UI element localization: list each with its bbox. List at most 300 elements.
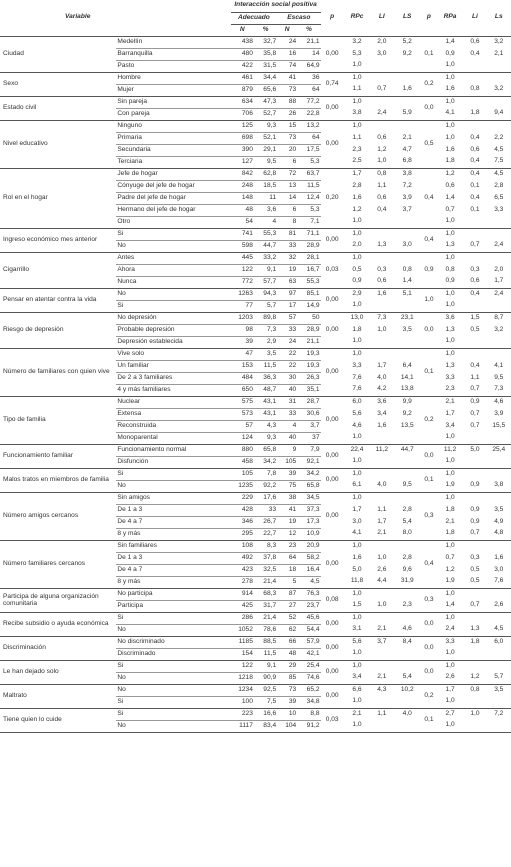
variable-label: Estado civil xyxy=(0,96,116,120)
rpa-value: 1,6 xyxy=(445,145,455,153)
table-row xyxy=(0,636,511,648)
ls2-value xyxy=(487,456,511,468)
p-value: 0,00 xyxy=(321,684,344,708)
li2-value: 0,4 xyxy=(470,169,480,177)
ls2-value: 7,5 xyxy=(487,156,511,168)
ls-value xyxy=(393,60,421,72)
pct-adecuado: 29,1 xyxy=(254,144,277,156)
p-value: 0,00 xyxy=(321,636,344,660)
rpc-value: 3,1 xyxy=(344,624,370,636)
pct-escaso: 4,5 xyxy=(297,576,320,588)
ls-value: 9,5 xyxy=(393,480,421,492)
rpc-value: 1,0 xyxy=(352,97,362,105)
ls-value: 6,4 xyxy=(402,361,412,369)
ls2-value xyxy=(487,216,511,228)
ls2-value xyxy=(487,60,511,72)
rpa-value: 1,0 xyxy=(445,289,455,297)
p2-value: 0,1 xyxy=(421,708,437,732)
rpc-value: 2,5 xyxy=(344,156,370,168)
rpc-value: 3,0 xyxy=(352,517,362,525)
ls2-value: 1,6 xyxy=(494,553,504,561)
li-value xyxy=(370,648,393,660)
n-adecuado: 1185 xyxy=(238,637,253,645)
ls2-value: 3,0 xyxy=(494,565,504,573)
n-escaso: 88 xyxy=(288,97,297,105)
p-value: 0,03 xyxy=(321,252,344,288)
ls2-value: 7,6 xyxy=(487,576,511,588)
rpc-value: 3,3 xyxy=(352,361,362,369)
rpa-value: 1,7 xyxy=(445,685,455,693)
p2-value: 0,9 xyxy=(421,252,437,288)
li2-value: 0,7 xyxy=(463,384,486,396)
pct-escaso: 58,2 xyxy=(297,552,320,564)
pct-escaso: 50 xyxy=(312,313,320,321)
ls2-value: 2,1 xyxy=(494,49,504,57)
n-adecuado: 390 xyxy=(231,144,254,156)
p2-value: 0,0 xyxy=(421,636,437,660)
rpc-value: 1,0 xyxy=(352,541,362,549)
ls-value: 4,0 xyxy=(402,709,412,717)
category-label: Barranquilla xyxy=(116,48,230,60)
rpa-value: 1,0 xyxy=(437,300,463,312)
li-value: 0,8 xyxy=(377,169,387,177)
rpa-value: 3,3 xyxy=(445,373,455,381)
li2-value: 5,0 xyxy=(470,445,480,453)
n-adecuado: 77 xyxy=(231,300,254,312)
li-value: 1,0 xyxy=(377,325,387,333)
rpa-value: 2,7 xyxy=(445,709,455,717)
n-adecuado: 425 xyxy=(231,600,254,612)
li2-value xyxy=(463,660,486,672)
category-label: 8 y más xyxy=(116,576,230,588)
rpc-value: 1,0 xyxy=(352,613,362,621)
rpa-value: 0,9 xyxy=(437,276,463,288)
p2-value: 0,4 xyxy=(421,168,437,228)
rpc-value: 1,0 xyxy=(352,121,362,129)
li-value: 1,1 xyxy=(377,709,387,717)
pct-escaso: 28,1 xyxy=(306,253,320,261)
rpc-value: 1,0 xyxy=(344,60,370,72)
n-escaso: 26 xyxy=(277,108,297,120)
li-value: 2,6 xyxy=(377,565,387,573)
rpc-value: 0,9 xyxy=(344,276,370,288)
p2-value: 0,2 xyxy=(421,684,437,708)
rpa-value: 1,3 xyxy=(445,361,455,369)
n-adecuado: 1235 xyxy=(231,480,254,492)
li2-value xyxy=(463,228,486,240)
ls2-value xyxy=(487,612,511,624)
category-label: Discriminado xyxy=(116,648,230,660)
n-escaso: 41 xyxy=(277,504,297,516)
table-row xyxy=(0,36,511,48)
li2-value: 0,6 xyxy=(470,37,480,45)
category-label: De 4 a 7 xyxy=(116,564,230,576)
rpa-value: 1,0 xyxy=(445,349,455,357)
category-label: Si xyxy=(116,696,230,708)
rpc-value: 1,0 xyxy=(344,648,370,660)
n-adecuado: 98 xyxy=(231,324,254,336)
li-value: 0,7 xyxy=(370,84,393,96)
li-value xyxy=(370,300,393,312)
li2-value xyxy=(463,540,486,552)
n-adecuado: 124 xyxy=(231,432,254,444)
rpa-value: 1,0 xyxy=(445,493,455,501)
li2-value xyxy=(463,468,486,480)
li2-value: 1,8 xyxy=(463,108,486,120)
n-escaso: 15 xyxy=(288,121,297,129)
category-label: Otro xyxy=(116,216,230,228)
n-escaso: 5 xyxy=(277,576,297,588)
pct-adecuado: 90,9 xyxy=(254,672,277,684)
li2-value: 0,9 xyxy=(470,397,480,405)
rpc-value: 5,3 xyxy=(352,49,362,57)
li2-value xyxy=(463,252,486,264)
li-value xyxy=(370,336,393,348)
n-adecuado: 1218 xyxy=(231,672,254,684)
li-value: 1,6 xyxy=(377,289,387,297)
pct-escaso: 64 xyxy=(297,132,320,144)
li2-value xyxy=(463,432,486,444)
li2-value: 0,4 xyxy=(470,133,480,141)
ls2-value: 8,7 xyxy=(494,313,504,321)
ls2-value: 3,5 xyxy=(494,685,504,693)
category-label: Si xyxy=(117,661,124,669)
rpa-value: 1,0 xyxy=(445,133,455,141)
rpc-value: 1,0 xyxy=(352,493,362,501)
li2-value: 1,1 xyxy=(470,373,480,381)
ls-value: 2,8 xyxy=(402,553,412,561)
pct-adecuado: 3,5 xyxy=(266,349,277,357)
pct-escaso: 36 xyxy=(312,73,320,81)
category-label: No xyxy=(117,289,126,297)
ls-value: 9,2 xyxy=(402,409,412,417)
category-label: Primaria xyxy=(116,132,230,144)
ls2-value: 4,6 xyxy=(494,397,504,405)
pct-escaso: 85,1 xyxy=(306,289,320,297)
p2-value: 0,2 xyxy=(421,396,437,444)
n-adecuado: 438 xyxy=(241,37,253,45)
li-value: 4,0 xyxy=(377,373,387,381)
rpc-value: 0,5 xyxy=(352,265,362,273)
pct-adecuado: 32,7 xyxy=(263,37,277,45)
n-adecuado: 1263 xyxy=(238,289,253,297)
rpc-value: 1,0 xyxy=(352,349,362,357)
n-adecuado: 229 xyxy=(241,493,253,501)
li2-value: 1,3 xyxy=(463,624,486,636)
p2-value: 1,0 xyxy=(421,288,437,312)
ls-value: 2,1 xyxy=(402,133,412,141)
pct-adecuado: 34,4 xyxy=(263,73,277,81)
ls-value xyxy=(393,720,421,732)
pct-escaso: 12,4 xyxy=(297,192,320,204)
rpc-value: 1,0 xyxy=(352,73,362,81)
li2-value: 0,4 xyxy=(463,156,486,168)
pct-escaso: 37,3 xyxy=(297,504,320,516)
header-pct-adecuado: % xyxy=(254,24,277,36)
pct-adecuado: 21,4 xyxy=(254,576,277,588)
rpc-value: 6,1 xyxy=(344,480,370,492)
n-escaso: 19 xyxy=(277,264,297,276)
pct-adecuado: 92,2 xyxy=(254,480,277,492)
header-pct-escaso: % xyxy=(297,24,320,36)
li-value: 0,3 xyxy=(377,265,387,273)
ls-value: 9,6 xyxy=(402,565,412,573)
n-escaso: 39 xyxy=(277,696,297,708)
pct-adecuado: 32,5 xyxy=(254,564,277,576)
pct-adecuado: 3,6 xyxy=(254,204,277,216)
rpa-value: 1,0 xyxy=(445,541,455,549)
pct-escaso: 91,2 xyxy=(297,720,320,732)
category-label: De 1 a 3 xyxy=(116,504,230,516)
rpa-value: 1,0 xyxy=(445,613,455,621)
pct-adecuado: 48,7 xyxy=(254,384,277,396)
li-value xyxy=(370,468,393,480)
pct-adecuado: 9,5 xyxy=(254,156,277,168)
pct-escaso: 17,3 xyxy=(297,516,320,528)
rpa-value: 0,6 xyxy=(445,181,455,189)
category-label: No xyxy=(117,685,126,693)
table-row xyxy=(0,312,511,324)
rpa-value: 3,3 xyxy=(445,637,455,645)
pct-escaso: 19,3 xyxy=(306,349,320,357)
li2-value xyxy=(463,648,486,660)
li-value xyxy=(370,612,393,624)
li-value: 3,4 xyxy=(377,409,387,417)
variable-label: Número familiares cercanos xyxy=(0,540,116,588)
li-value: 1,1 xyxy=(377,181,387,189)
n-adecuado: 153 xyxy=(231,360,254,372)
p-value: 0,00 xyxy=(321,612,344,636)
ls2-value: 7,3 xyxy=(487,384,511,396)
rpc-value: 5,6 xyxy=(352,409,362,417)
n-adecuado: 842 xyxy=(241,169,253,177)
pct-adecuado: 35,8 xyxy=(254,48,277,60)
ls2-value: 2,4 xyxy=(487,240,511,252)
rpa-value: 1,7 xyxy=(445,409,455,417)
rpa-value: 1,0 xyxy=(437,720,463,732)
ls-value: 5,2 xyxy=(402,37,412,45)
pct-adecuado: 88,5 xyxy=(263,637,277,645)
n-escaso: 4 xyxy=(277,420,297,432)
ls2-value xyxy=(487,120,511,132)
n-adecuado: 423 xyxy=(231,564,254,576)
li2-value: 0,4 xyxy=(470,49,480,57)
n-escaso: 33 xyxy=(277,324,297,336)
rpa-value: 1,0 xyxy=(445,661,455,669)
li-value xyxy=(370,252,393,264)
li-value: 2,0 xyxy=(377,37,387,45)
ls-value: 3,9 xyxy=(402,193,412,201)
ls-value xyxy=(393,540,421,552)
category-label: Depresión establecida xyxy=(116,336,230,348)
n-adecuado: 57 xyxy=(231,420,254,432)
ls-value: 14,1 xyxy=(400,373,414,381)
li-value xyxy=(370,216,393,228)
pct-adecuado: 7,8 xyxy=(266,469,277,477)
rpa-value: 1,0 xyxy=(445,73,455,81)
pct-escaso: 5,3 xyxy=(297,156,320,168)
header-ls2: Ls xyxy=(487,0,511,36)
n-adecuado: 47 xyxy=(245,349,253,357)
pct-adecuado: 18,5 xyxy=(254,180,277,192)
n-adecuado: 573 xyxy=(231,408,254,420)
li-value: 3,0 xyxy=(377,49,387,57)
pct-escaso: 10,9 xyxy=(297,528,320,540)
n-adecuado: 125 xyxy=(241,121,253,129)
ls2-value: 4,8 xyxy=(487,528,511,540)
category-label: Nunca xyxy=(116,276,230,288)
n-escaso: 27 xyxy=(277,600,297,612)
pct-escaso: 64,9 xyxy=(297,60,320,72)
n-escaso: 62 xyxy=(277,624,297,636)
pct-escaso: 63,7 xyxy=(306,169,320,177)
rpc-value: 1,6 xyxy=(352,553,362,561)
p2-value: 0,0 xyxy=(421,660,437,684)
category-label: Ninguno xyxy=(117,121,142,129)
pct-adecuado: 68,3 xyxy=(263,589,277,597)
pct-adecuado: 94,3 xyxy=(263,289,277,297)
rpa-value: 2,3 xyxy=(437,384,463,396)
variable-label: Recibe subsidio o ayuda económica xyxy=(0,612,116,636)
pct-escaso: 8,8 xyxy=(310,709,320,717)
n-adecuado: 575 xyxy=(241,397,253,405)
ls2-value: 1,7 xyxy=(487,276,511,288)
table-row xyxy=(0,120,511,132)
rpc-value: 1,8 xyxy=(352,325,362,333)
n-adecuado: 48 xyxy=(231,204,254,216)
li-value xyxy=(370,120,393,132)
rpc-value: 1,0 xyxy=(344,696,370,708)
ls2-value xyxy=(487,300,511,312)
rpc-value: 2,9 xyxy=(352,289,362,297)
category-label: Vive solo xyxy=(117,349,144,357)
variable-label: Malos tratos en miembros de familia xyxy=(0,468,116,492)
li2-value: 0,1 xyxy=(470,205,480,213)
n-escaso: 19 xyxy=(277,516,297,528)
ls-value xyxy=(393,228,421,240)
variable-label: Riesgo de depresión xyxy=(0,312,116,348)
pct-escaso: 3,7 xyxy=(297,420,320,432)
category-label: De 2 a 3 familiares xyxy=(116,372,230,384)
rpa-value: 2,1 xyxy=(445,517,455,525)
pct-adecuado: 33,2 xyxy=(263,253,277,261)
n-adecuado: 484 xyxy=(231,372,254,384)
variable-label: Cigarrillo xyxy=(0,252,116,288)
ls-value: 1,6 xyxy=(393,84,421,96)
rpc-value: 2,3 xyxy=(352,145,362,153)
p-value: 0,74 xyxy=(321,72,344,96)
rpa-value: 1,8 xyxy=(445,505,455,513)
ls-value: 9,9 xyxy=(402,397,412,405)
li2-value: 0,6 xyxy=(463,276,486,288)
table-row xyxy=(0,684,511,696)
pct-escaso: 7,1 xyxy=(297,216,320,228)
ls-value: 13,8 xyxy=(393,384,421,396)
rpc-value: 13,0 xyxy=(350,313,364,321)
li-value xyxy=(370,720,393,732)
header-li2: Li xyxy=(463,0,486,36)
n-adecuado: 295 xyxy=(231,528,254,540)
n-escaso: 73 xyxy=(277,132,297,144)
pct-escaso: 65,2 xyxy=(306,685,320,693)
n-escaso: 16 xyxy=(277,48,297,60)
n-adecuado: 223 xyxy=(241,709,253,717)
variable-label: Tiene quien lo cuide xyxy=(0,708,116,732)
category-label: Medellín xyxy=(117,37,143,45)
pct-escaso: 17,5 xyxy=(297,144,320,156)
pct-adecuado: 26,7 xyxy=(254,516,277,528)
li-value: 1,0 xyxy=(377,553,387,561)
pct-escaso: 7,9 xyxy=(310,445,320,453)
n-escaso: 29 xyxy=(288,661,297,669)
n-escaso: 72 xyxy=(288,169,297,177)
li-value: 0,6 xyxy=(377,193,387,201)
ls2-value: 15,5 xyxy=(492,421,506,429)
li2-value: 0,3 xyxy=(470,553,480,561)
pct-escaso: 54,4 xyxy=(297,624,320,636)
pct-adecuado: 8,3 xyxy=(266,541,277,549)
ls2-value xyxy=(487,492,511,504)
variable-label: Sexo xyxy=(0,72,116,96)
category-label: Nuclear xyxy=(117,397,141,405)
ls-value: 4,6 xyxy=(393,624,421,636)
rpc-value: 1,0 xyxy=(344,216,370,228)
n-escaso: 18 xyxy=(277,564,297,576)
ls-value: 13,5 xyxy=(400,421,414,429)
p2-value: 0,0 xyxy=(421,96,437,120)
header-escaso: Escaso xyxy=(277,12,320,24)
li2-value: 1,5 xyxy=(470,313,480,321)
n-adecuado: 772 xyxy=(231,276,254,288)
pct-adecuado: 31,5 xyxy=(254,60,277,72)
ls-value: 9,2 xyxy=(402,49,412,57)
p-value: 0,00 xyxy=(321,96,344,120)
table-row xyxy=(0,444,511,456)
n-adecuado: 100 xyxy=(231,696,254,708)
header-rpa: RPa xyxy=(437,0,463,36)
header-adecuado: Adecuado xyxy=(231,12,278,24)
ls2-value xyxy=(487,540,511,552)
category-label: No xyxy=(116,480,230,492)
ls2-value: 3,2 xyxy=(487,84,511,96)
pct-escaso: 74,6 xyxy=(297,672,320,684)
n-escaso: 12 xyxy=(277,528,297,540)
p-value: 0,00 xyxy=(321,396,344,444)
ls2-value: 4,5 xyxy=(494,169,504,177)
n-escaso: 32 xyxy=(288,253,297,261)
p2-value: 0,2 xyxy=(421,72,437,96)
li2-value xyxy=(463,72,486,84)
ls-value: 5,1 xyxy=(402,289,412,297)
li2-value xyxy=(463,492,486,504)
li-value: 1,6 xyxy=(377,421,387,429)
n-escaso: 40 xyxy=(277,432,297,444)
rpc-value: 6,0 xyxy=(352,397,362,405)
rpc-value: 1,0 xyxy=(344,300,370,312)
ls2-value xyxy=(487,252,511,264)
pct-escaso: 65,8 xyxy=(297,480,320,492)
pct-adecuado: 47,3 xyxy=(263,97,277,105)
rpa-value: 2,4 xyxy=(437,624,463,636)
p2-value: 0,1 xyxy=(421,468,437,492)
table-row xyxy=(0,72,511,84)
ls-value: 31,9 xyxy=(393,576,421,588)
rpc-value: 1,0 xyxy=(352,661,362,669)
ls2-value xyxy=(487,648,511,660)
ls-value: 8,4 xyxy=(402,637,412,645)
ls-value: 3,5 xyxy=(402,325,412,333)
n-escaso: 31 xyxy=(288,397,297,405)
